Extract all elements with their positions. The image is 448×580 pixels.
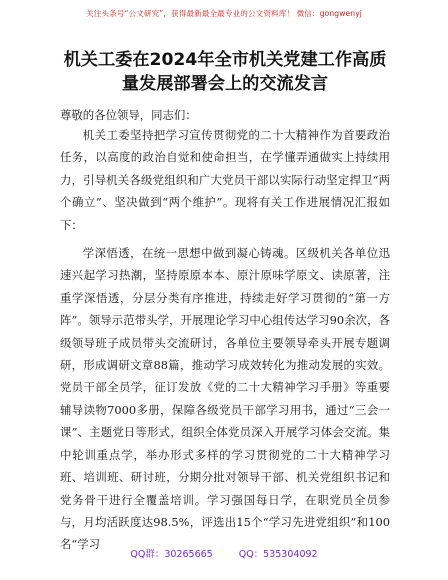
document-body xyxy=(60,124,390,562)
footer-contact xyxy=(0,546,448,560)
qq-group-text: QQ群：30265665 xyxy=(130,549,213,560)
document-title: 机关工委在2024年全市机关党建工作高质量发展部署会上的交流发言 xyxy=(63,50,387,94)
salutation: 尊敬的各位领导，同志们： xyxy=(60,108,197,122)
paragraph-study: 学深悟透，在统一思想中做到凝心铸魂。区级机关各单位迅速兴起学习热潮，坚持原原本本、原汁原味学原文、读原著，注重学深悟透，分层分类有序推进，持续走好学习贯彻的“第一方阵”。领导示范带头学，开展理论学习中心组传达学习90余次，各级领导班子成员带头交流研讨，各单位主要领导牵头开展专题调研，形成调研文章88篇，推动学习成效转化为推动发展的实效。党员干部全员学，征订发放《党的二十大精神学习手册》等重要辅导读物7000多册，保障各级党员干部学习用书，通过“三会一课”、主题党日等形式，组织全体党员深入开展学习体会交流。集中轮训重点学，举办形式多样的学习贯彻党的二十大精神学习班、培训班、研讨班，分期分批对领导干部、机关党组织书记和党务骨干进行全覆盖培训。学习强国每日学，在职党员全员参与，月均活跃度达98.5%，评选出15个“学习先进党组织”和100名“学习 xyxy=(60,246,390,552)
paragraph-intro: 机关工委坚持把学习宣传贯彻党的二十大精神作为首要政治任务，以高度的政治自觉和使命担当，在学懂弄通做实上持续用力，引导机关各级党组织和广大党员干部以实际行动坚定捍卫“两个确立”、坚决做到“两个维护”。现将有关工作进展情况汇报如下： xyxy=(60,128,390,232)
promo-banner: 关注头条号“公文研究”，获得最新最全最专业的公文资料库！ 微信：gongwenyj xyxy=(86,9,362,18)
qq-text: QQ：535304092 xyxy=(238,549,318,560)
